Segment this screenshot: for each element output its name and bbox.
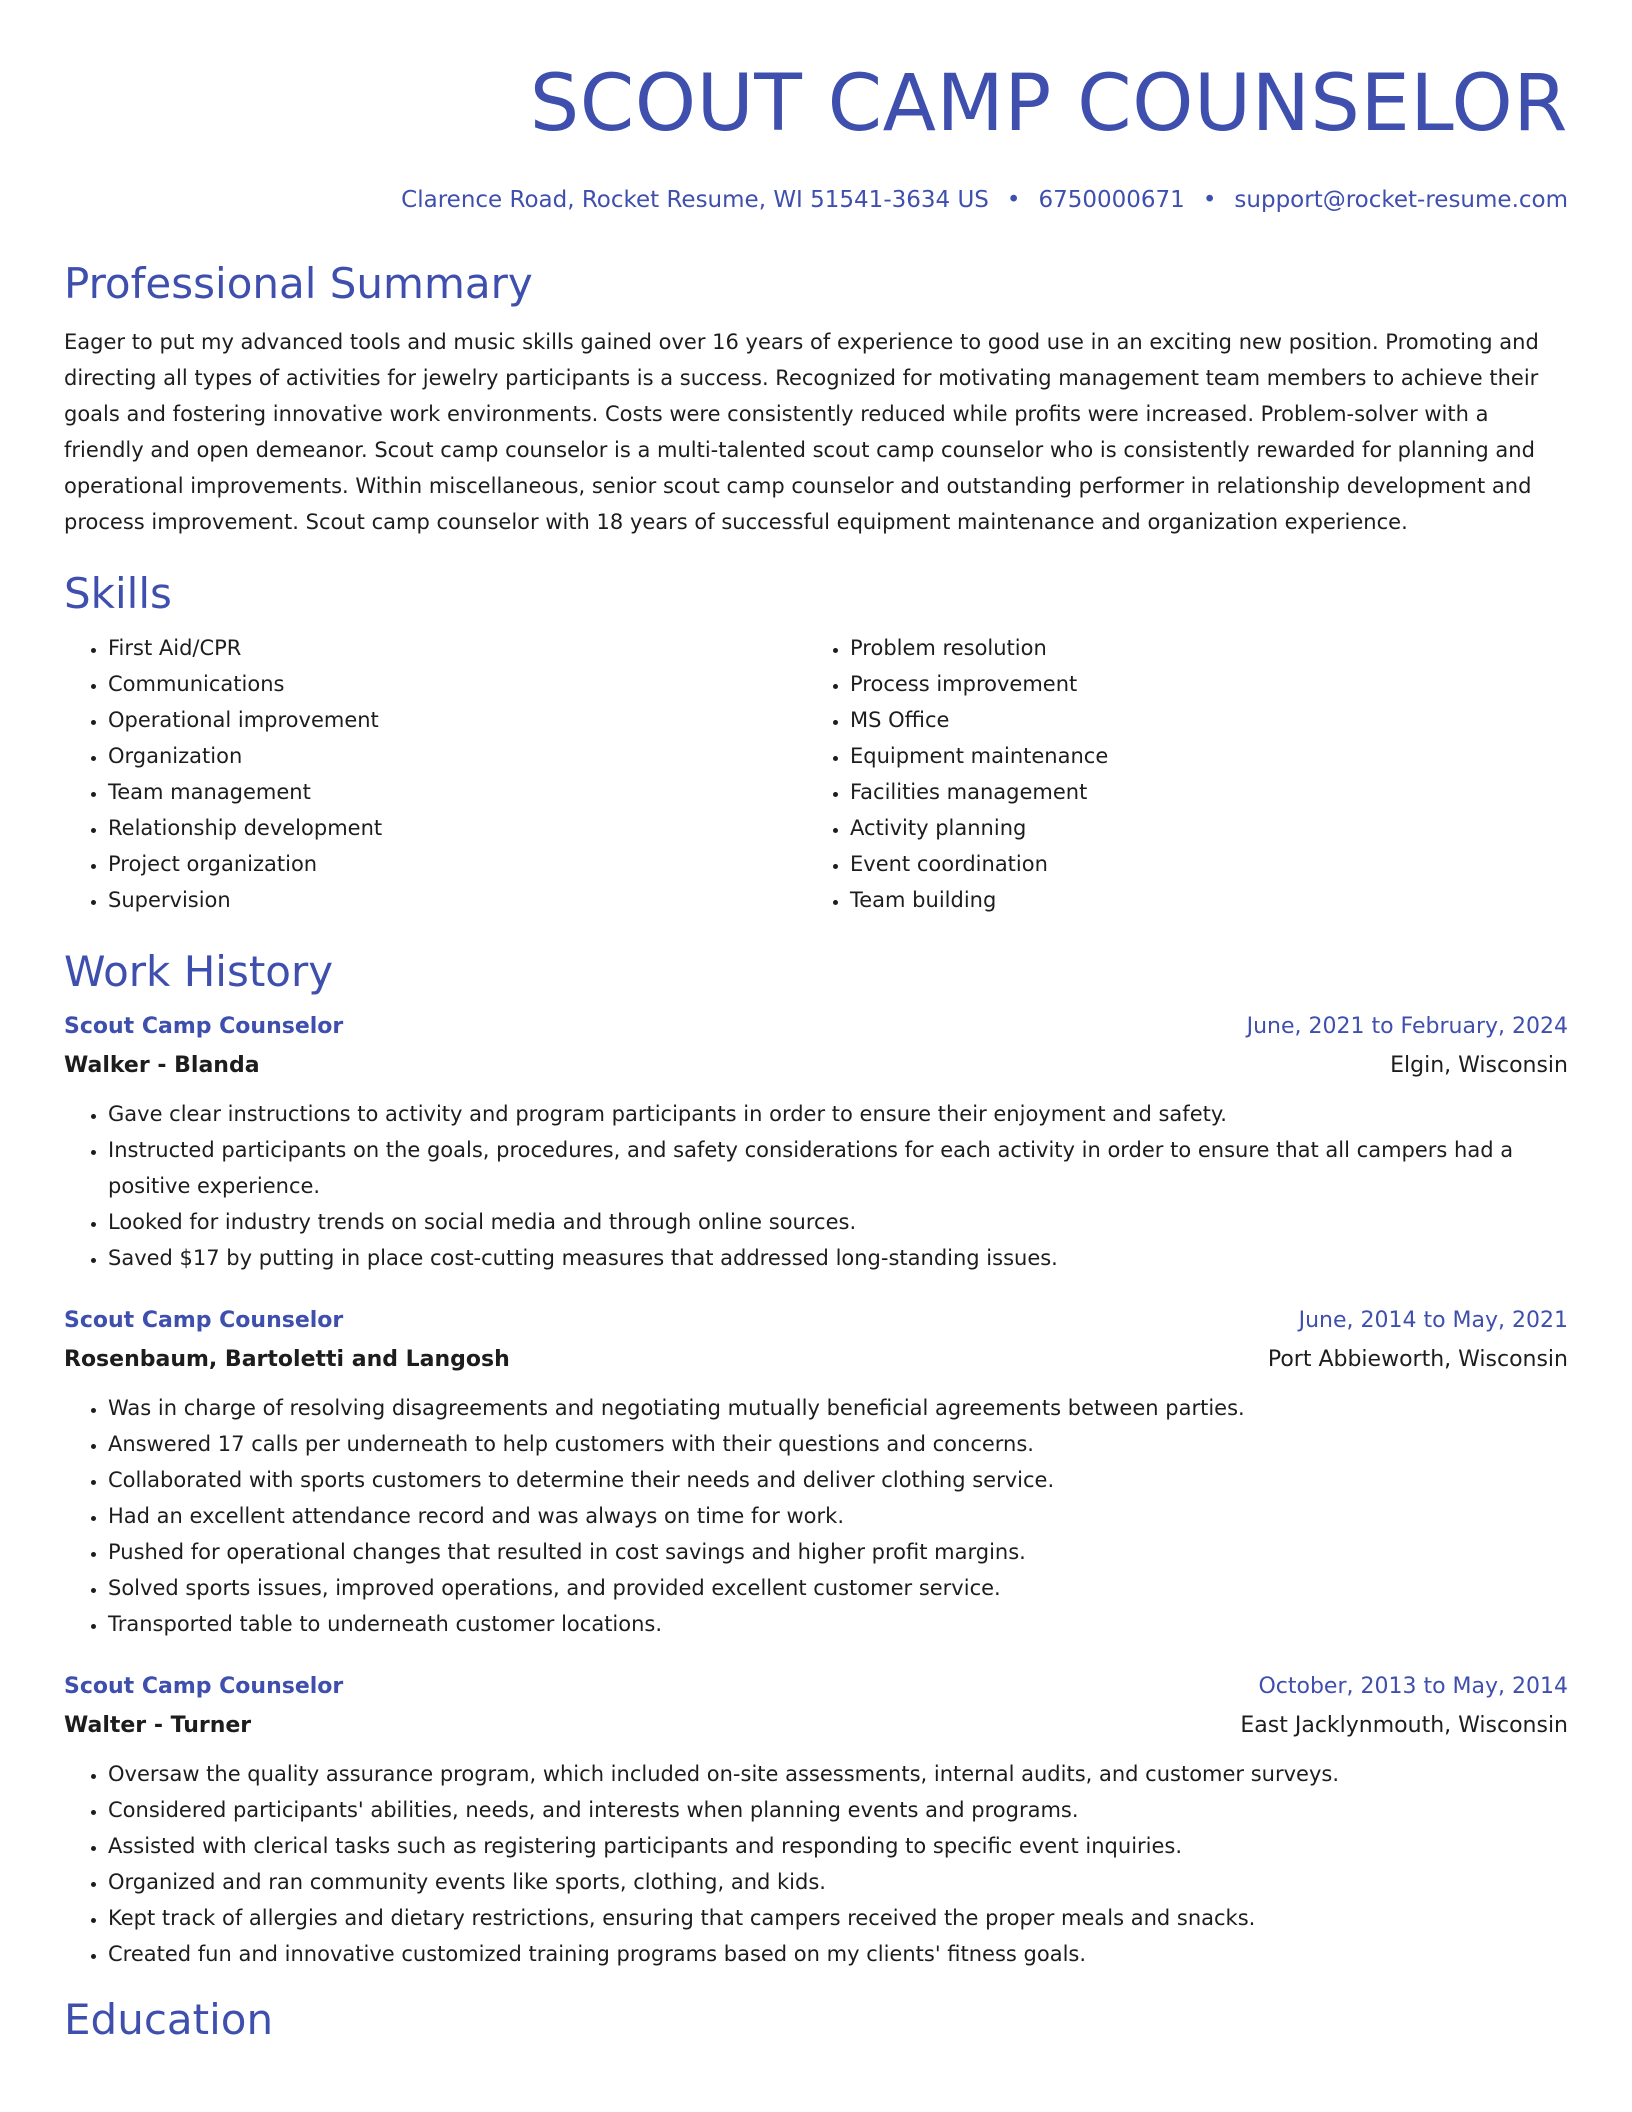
skill-item: • Communications <box>108 666 806 702</box>
skill-item: • Team management <box>108 774 806 810</box>
job-duty: • Considered participants' abilities, needs, and interests when planning events and programs. <box>108 1792 1568 1828</box>
job-dates: June, 2014 to May, 2021 <box>1298 1308 1568 1333</box>
job-duty: • Answered 17 calls per underneath to help customers with their questions and concerns. <box>108 1426 1568 1462</box>
job-company: Walker - Blanda <box>64 1053 260 1078</box>
skills-heading: Skills <box>64 569 172 618</box>
job-duty: • Collaborated with sports customers to determine their needs and deliver clothing service. <box>108 1462 1568 1498</box>
job-duty: • Had an excellent attendance record and was always on time for work. <box>108 1498 1568 1534</box>
contact-email[interactable]: support@rocket-resume.com <box>1234 187 1568 213</box>
contact-address: Clarence Road, Rocket Resume, WI 51541-3634 US <box>401 187 989 213</box>
job-duty: • Saved $17 by putting in place cost-cutting measures that addressed long-standing issues. <box>108 1240 1568 1276</box>
skill-item: • Supervision <box>108 882 806 918</box>
contact-phone: 6750000671 <box>1038 187 1185 213</box>
job-dates: June, 2021 to February, 2024 <box>1246 1014 1568 1039</box>
skills-column-right <box>806 630 1108 918</box>
job-entry <box>64 1008 1568 1276</box>
summary-text: Eager to put my advanced tools and music skills gained over 16 years of experience to good use in an exciting new position. Promoting and directing all types of activities for jewelry participants is a success. Recognized for motivating management team members to achieve their goals and fostering innovative work environments. Costs were consistently reduced while profits were increased. Problem-solver with a friendly and open demeanor. Scout camp counselor is a multi-talented scout camp counselor who is consistently rewarded for planning and operational improvements. Within miscellaneous, senior scout camp counselor and outstanding performer in relationship development and process improvement. Scout camp counselor with 18 years of successful equipment maintenance and organization experience. <box>64 330 1539 534</box>
skills-column-left <box>64 630 806 918</box>
skills-list <box>64 630 1568 918</box>
summary-heading: Professional Summary <box>64 259 533 308</box>
job-company-row <box>64 1706 1568 1746</box>
skill-item: • Project organization <box>108 846 806 882</box>
skill-item: • Operational improvement <box>108 702 806 738</box>
job-duty: • Looked for industry trends on social media and through online sources. <box>108 1204 1568 1240</box>
skill-item: • Relationship development <box>108 810 806 846</box>
job-duty: • Pushed for operational changes that resulted in cost savings and higher profit margins. <box>108 1534 1568 1570</box>
job-duty: • Instructed participants on the goals, procedures, and safety considerations for each activity in order to ensure that all campers had a positive experience. <box>108 1132 1568 1204</box>
skill-item: • Activity planning <box>850 810 1108 846</box>
job-title: Scout Camp Counselor <box>64 1308 344 1333</box>
job-company-row <box>64 1046 1568 1086</box>
skill-item: • Problem resolution <box>850 630 1108 666</box>
skill-item: • MS Office <box>850 702 1108 738</box>
job-location: Elgin, Wisconsin <box>1390 1053 1568 1078</box>
job-duty: • Assisted with clerical tasks such as registering participants and responding to specific event inquiries. <box>108 1828 1568 1864</box>
job-duties <box>64 1390 1568 1642</box>
contact-line <box>64 186 1568 214</box>
job-duties <box>64 1756 1568 1972</box>
job-entry <box>64 1302 1568 1642</box>
job-company-row <box>64 1340 1568 1380</box>
job-title: Scout Camp Counselor <box>64 1674 344 1699</box>
skill-item: • Facilities management <box>850 774 1108 810</box>
job-duty: • Created fun and innovative customized training programs based on my clients' fitness goals. <box>108 1936 1568 1972</box>
job-duty: • Solved sports issues, improved operations, and provided excellent customer service. <box>108 1570 1568 1606</box>
job-location: Port Abbieworth, Wisconsin <box>1267 1347 1568 1372</box>
skill-item: • First Aid/CPR <box>108 630 806 666</box>
skill-item: • Process improvement <box>850 666 1108 702</box>
skill-item: • Event coordination <box>850 846 1108 882</box>
skill-item: • Team building <box>850 882 1108 918</box>
job-company: Walter - Turner <box>64 1713 252 1738</box>
job-title: Scout Camp Counselor <box>64 1014 344 1039</box>
job-duty: • Organized and ran community events like sports, clothing, and kids. <box>108 1864 1568 1900</box>
job-duty: • Transported table to underneath customer locations. <box>108 1606 1568 1642</box>
job-company: Rosenbaum, Bartoletti and Langosh <box>64 1347 510 1372</box>
skill-item: • Organization <box>108 738 806 774</box>
job-duty: • Gave clear instructions to activity and program participants in order to ensure their enjoyment and safety. <box>108 1096 1568 1132</box>
contact-separator: • <box>1202 187 1217 213</box>
skill-item: • Equipment maintenance <box>850 738 1108 774</box>
work-history-heading: Work History <box>64 947 334 996</box>
job-duties <box>64 1096 1568 1276</box>
resume-name: SCOUT CAMP COUNSELOR <box>529 59 1568 149</box>
job-entry <box>64 1668 1568 1972</box>
job-duty: • Oversaw the quality assurance program, which included on-site assessments, internal audits, and customer surveys. <box>108 1756 1568 1792</box>
job-header-row <box>64 1668 1568 1706</box>
job-dates: October, 2013 to May, 2014 <box>1258 1674 1568 1699</box>
job-duty: • Was in charge of resolving disagreements and negotiating mutually beneficial agreements between parties. <box>108 1390 1568 1426</box>
job-location: East Jacklynmouth, Wisconsin <box>1240 1713 1568 1738</box>
education-heading: Education <box>64 1995 274 2044</box>
job-header-row <box>64 1008 1568 1046</box>
job-duty: • Kept track of allergies and dietary restrictions, ensuring that campers received the proper meals and snacks. <box>108 1900 1568 1936</box>
job-header-row <box>64 1302 1568 1340</box>
contact-separator: • <box>1006 187 1021 213</box>
